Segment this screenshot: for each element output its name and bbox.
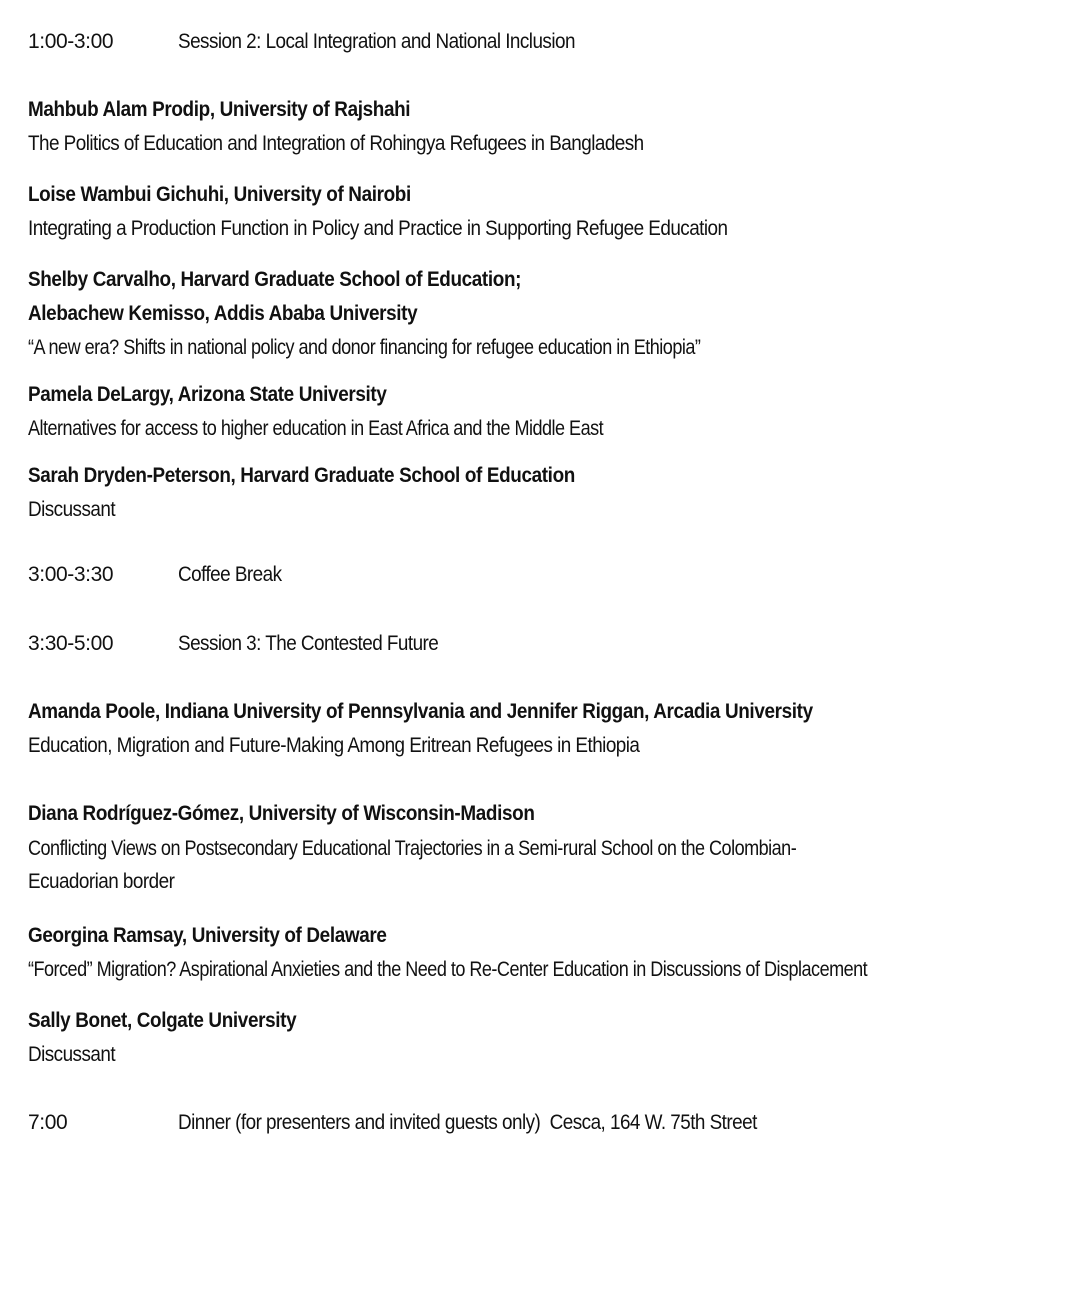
presenter-ramsay: Georgina Ramsay, University of Delaware	[28, 924, 387, 947]
session2-title: Session 2: Local Integration and National Inclusion	[178, 30, 575, 53]
break-time: 3:00-3:30	[28, 563, 114, 586]
presenter-delargy: Pamela DeLargy, Arizona State University	[28, 383, 387, 406]
break-title: Coffee Break	[178, 563, 282, 586]
paper-title-rodriguez-gomez: Conflicting Views on Postsecondary Educational Trajectories in a Semi-rural School on the Colombian-	[28, 837, 797, 860]
paper-title-delargy: Alternatives for access to higher education in East Africa and the Middle East	[28, 417, 604, 440]
session2-time: 1:00-3:00	[28, 30, 114, 53]
dinner-title: Dinner (for presenters and invited guests only) Cesca, 164 W. 75th Street	[178, 1111, 757, 1134]
dinner-time: 7:00	[28, 1111, 68, 1134]
paper-title-ramsay: “Forced” Migration? Aspirational Anxieties and the Need to Re-Center Education in Discussions of Displacement	[28, 958, 868, 981]
presenter-kemisso: Alebachew Kemisso, Addis Ababa University	[28, 302, 418, 325]
paper-title-rodriguez-gomez-cont: Ecuadorian border	[28, 870, 175, 893]
presenter-gichuhi: Loise Wambui Gichuhi, University of Nairobi	[28, 183, 411, 206]
presenter-carvalho: Shelby Carvalho, Harvard Graduate School of Education;	[28, 268, 522, 291]
presenter-prodip: Mahbub Alam Prodip, University of Rajshahi	[28, 98, 411, 121]
presenter-rodriguez-gomez: Diana Rodríguez-Gómez, University of Wisconsin-Madison	[28, 802, 535, 825]
session3-title: Session 3: The Contested Future	[178, 632, 439, 655]
paper-title-poole-riggan: Education, Migration and Future-Making Among Eritrean Refugees in Ethiopia	[28, 734, 640, 757]
presenter-dryden-peterson: Sarah Dryden-Peterson, Harvard Graduate School of Education	[28, 464, 575, 487]
role-discussant-2: Discussant	[28, 1043, 116, 1066]
role-discussant-1: Discussant	[28, 498, 116, 521]
presenter-bonet: Sally Bonet, Colgate University	[28, 1009, 297, 1032]
presenter-poole-riggan: Amanda Poole, Indiana University of Pennsylvania and Jennifer Riggan, Arcadia University	[28, 700, 813, 723]
session3-time: 3:30-5:00	[28, 632, 114, 655]
paper-title-prodip: The Politics of Education and Integration of Rohingya Refugees in Bangladesh	[28, 132, 644, 155]
paper-title-gichuhi: Integrating a Production Function in Policy and Practice in Supporting Refugee Education	[28, 217, 728, 240]
paper-title-carvalho: “A new era? Shifts in national policy and donor financing for refugee education in Ethiopia”	[28, 336, 701, 359]
